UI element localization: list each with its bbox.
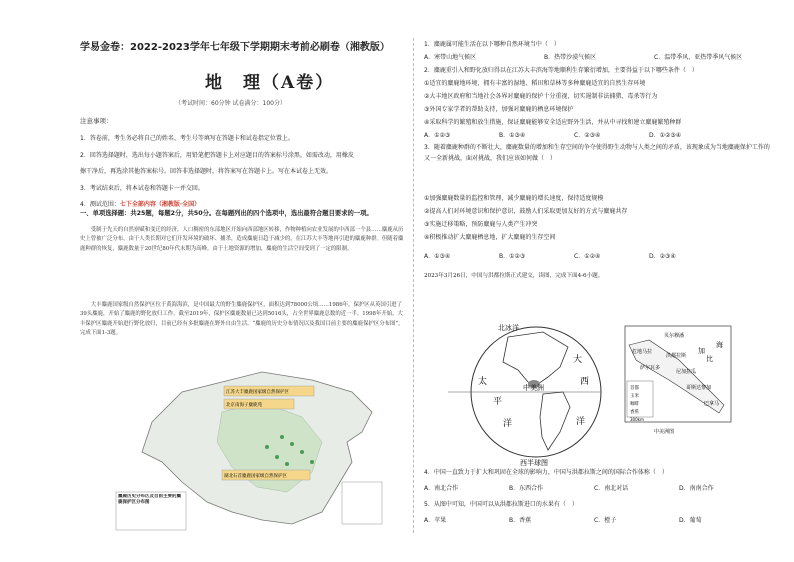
question-5-options: [424, 514, 774, 527]
option[interactable]: B．香蕉: [509, 517, 532, 524]
option[interactable]: C．橙子: [594, 517, 617, 524]
cam-caption: 中美洲图: [654, 429, 675, 435]
option[interactable]: C．南北对话: [594, 485, 629, 492]
option[interactable]: B．①②③: [499, 253, 526, 260]
note-item: 1．答卷前，考生务必将自己的姓名、考生号等填写在答题卡和试卷指定位置上。: [80, 135, 294, 142]
label-belmopan: 贝尔穆潘: [664, 333, 685, 339]
map-label-shishou: 湖北石首麋鹿国家级自然保护区: [224, 474, 287, 479]
option[interactable]: A．寒带山地气候区: [424, 54, 477, 61]
question-4: 4．中国一直致力于扩大和巩固在全球的影响力，中国与洪都拉斯之间的国际合作体称（ ）: [424, 469, 668, 476]
label-jia: 加: [698, 347, 705, 355]
column-divider: [413, 38, 414, 533]
subject-title: 地 理（A卷）: [205, 73, 335, 93]
label-bi: 比: [706, 355, 713, 363]
label-yang1: 洋: [503, 419, 513, 429]
label-costa-rica: 哥斯达黎加: [686, 385, 712, 391]
option[interactable]: D．②③④: [649, 253, 676, 260]
label-yang2: 洋: [576, 417, 586, 427]
note-item: 2．回答选择题时，选出每小题答案后，用铅笔把答题卡上对应题目的答案标号涂黑。如需改动，用橡皮: [80, 151, 354, 159]
q2-item: ③外国专家学者的帮助支持，加强对麋鹿的栖息环境保护: [424, 106, 574, 113]
option[interactable]: C．温带季风、亚热带季风气候区: [654, 54, 743, 61]
legend-banana: 香蕉: [630, 410, 639, 415]
option[interactable]: D．①②③④: [649, 132, 682, 139]
option[interactable]: C．①②④: [574, 253, 601, 260]
q2-item: ④采取科学的繁殖和放生措施，保证麋鹿能够安全适应野外生活，并从中寻找和建立麋鹿繁殖种群: [424, 119, 682, 126]
label-ping: 平: [493, 397, 503, 407]
scale-bar-label: 300km: [630, 417, 644, 422]
map-legend-title: 麋鹿历史分布区及目前主要的麋鹿保护区分布图: [118, 494, 181, 505]
question-4-options: [424, 482, 774, 495]
legend-corn: 玉米: [630, 394, 639, 399]
label-arctic: 北冰洋: [498, 324, 519, 332]
option[interactable]: D．葡萄: [679, 517, 702, 524]
passage-2: 大丰麋鹿国家级自然保护区位于黄海海滨，是中国最大的野生麋鹿保护区，面积达到78000公顷……1986年，保护区从英国引进了39头麋鹿，开始了麋鹿的野化放归工作。截至2019年，保护区麋鹿数量已达到5016头，占全世界麋鹿总数的近一半。1998年开始，大丰保护区麋鹿开始进行野化放归，目前已经有多批麋鹿在野外自由生活。“麋鹿的历史分布情况以及我国目前主要的麋鹿保护区分布图”，完成下面1-3题。: [80, 302, 404, 337]
note-item: 3．考试结束后，将本试卷和答题卡一并交回。: [80, 184, 204, 192]
notes-list: [80, 131, 406, 214]
western-hemisphere-map: [448, 322, 624, 467]
question-1: 1．麋鹿属可能生活在以下哪种自然环境当中（ ）: [424, 41, 560, 48]
question-3-options: [424, 250, 774, 263]
option[interactable]: A．南北合作: [424, 485, 459, 492]
legend-capital: 首都: [630, 386, 639, 391]
option[interactable]: B．热带沙漠气候区: [544, 54, 597, 61]
option[interactable]: C．②③④: [574, 132, 601, 139]
label-central-america: 中美洲: [523, 384, 544, 392]
question-1-options: [424, 51, 774, 64]
label-nicaragua: 尼加拉瓜: [676, 369, 697, 375]
exam-title: 学易金卷：2022-2023学年七年级下学期期末考前必刷卷（湘教版）: [80, 42, 390, 53]
option[interactable]: D．南南合作: [679, 485, 714, 492]
option[interactable]: A．①②③: [424, 132, 451, 139]
section-title: 一、单项选择题：共25题，每题2分，共50分。在每题列出的四个选项中，选出最符合题目要求的一项。: [80, 210, 373, 217]
option[interactable]: A．苹果: [424, 517, 447, 524]
exam-meta: （考试时间：60分钟 试卷满分：100分）: [175, 100, 286, 107]
scope-value: 七下全部内容（湘教版·全国）: [119, 201, 201, 208]
question-3: 3．随着麋鹿种群的不断壮大，麋鹿数量的增加和生存空间的争夺使得野生动物与人类之间的矛盾，该现象成为当地麋鹿保护工作的又一全新挑战，面对挑战，我们应该如何做（ ）: [424, 144, 770, 162]
q3-item: ②提高人们对环境意识和保护意识，鼓励人们采取更加友好的方式与麋鹿共存: [424, 208, 628, 215]
option[interactable]: B．东西合作: [509, 485, 544, 492]
question-2-options: [424, 129, 774, 142]
q2-item: ①适宜的麋鹿地环境，拥有丰富的湿地、稻田和草林等多种麋鹿适宜的自然生存环境: [424, 80, 646, 87]
q3-item: ①加强麋鹿数量的监控和管理，减少麋鹿的增长速度，保持适度规模: [424, 195, 604, 202]
note-item: 擦干净后，再选涂其他答案标号。回答非选择题时，将答案写在答题卡上。写在本试卷上无效。: [80, 168, 333, 175]
q3-item: ④积极推动扩大麋鹿栖息地，扩大麋鹿的生存空间: [424, 234, 556, 241]
question-2: 2．麋鹿重引入和野化放归得以在江苏大丰滨海等地顺利生存繁衍增加，主要得益于以下哪些条件（ ）: [424, 67, 698, 74]
central-america-map: [624, 325, 732, 437]
legend-coffee: 咖啡: [630, 402, 639, 407]
label-tai: 太: [478, 377, 488, 387]
intro-4-6: 2023年3月26日，中国与洪都拉斯正式建交，读图，完成下面4-6小题。: [424, 273, 604, 279]
map-label-beijing: 北京南海子麋鹿苑: [226, 403, 262, 408]
label-panama: 巴拿马: [704, 401, 720, 407]
label-hai: 海: [716, 341, 723, 349]
globe-caption: 西半球图: [520, 459, 548, 467]
notes-title: 注意事项：: [80, 117, 113, 125]
question-5: 5．从图中可知，中国可以从洪都拉斯进口的水果有（ ）: [424, 501, 578, 508]
label-xi: 西: [580, 377, 590, 387]
option[interactable]: A．①③④: [424, 253, 451, 260]
map-label-dafeng: 江苏大丰麋鹿国家级自然保护区: [226, 390, 289, 395]
label-guatemala: 危地马拉: [632, 349, 653, 355]
q2-item: ②大丰地区政府和当地社会各界对麋鹿的保护十分重视，切实遏制非法捕猎、毒杀等行为: [424, 93, 658, 100]
scope-label: 4．测试范围：: [80, 201, 120, 208]
label-da: 大: [573, 355, 583, 365]
passage-1: 受制于先天的自然禀赋和变迁的经济，人口稠密的东部地区开始向西部地区转移，作物种植向农业发展的中西部一个县……麋鹿从历史上曾被广泛分布，由于人类长期对它们开发环境的破坏、捕杀，造成麋鹿日趋于减少的，在江苏大丰等地再引进的麋鹿种群。但随着麋鹿种群的恢复，麋鹿数量于20世纪80年代末期为高峰。由于土地资源的增加，麋鹿的生活空间受到了一定的限制。: [80, 227, 404, 252]
china-map: [112, 362, 406, 534]
label-honduras: 洪都拉斯: [666, 353, 687, 359]
q3-item: ③实施迁移策略，预防麋鹿与人类产生冲突: [424, 221, 538, 228]
label-salvador: 萨尔瓦多: [640, 365, 661, 371]
option[interactable]: B．①③④: [499, 132, 526, 139]
